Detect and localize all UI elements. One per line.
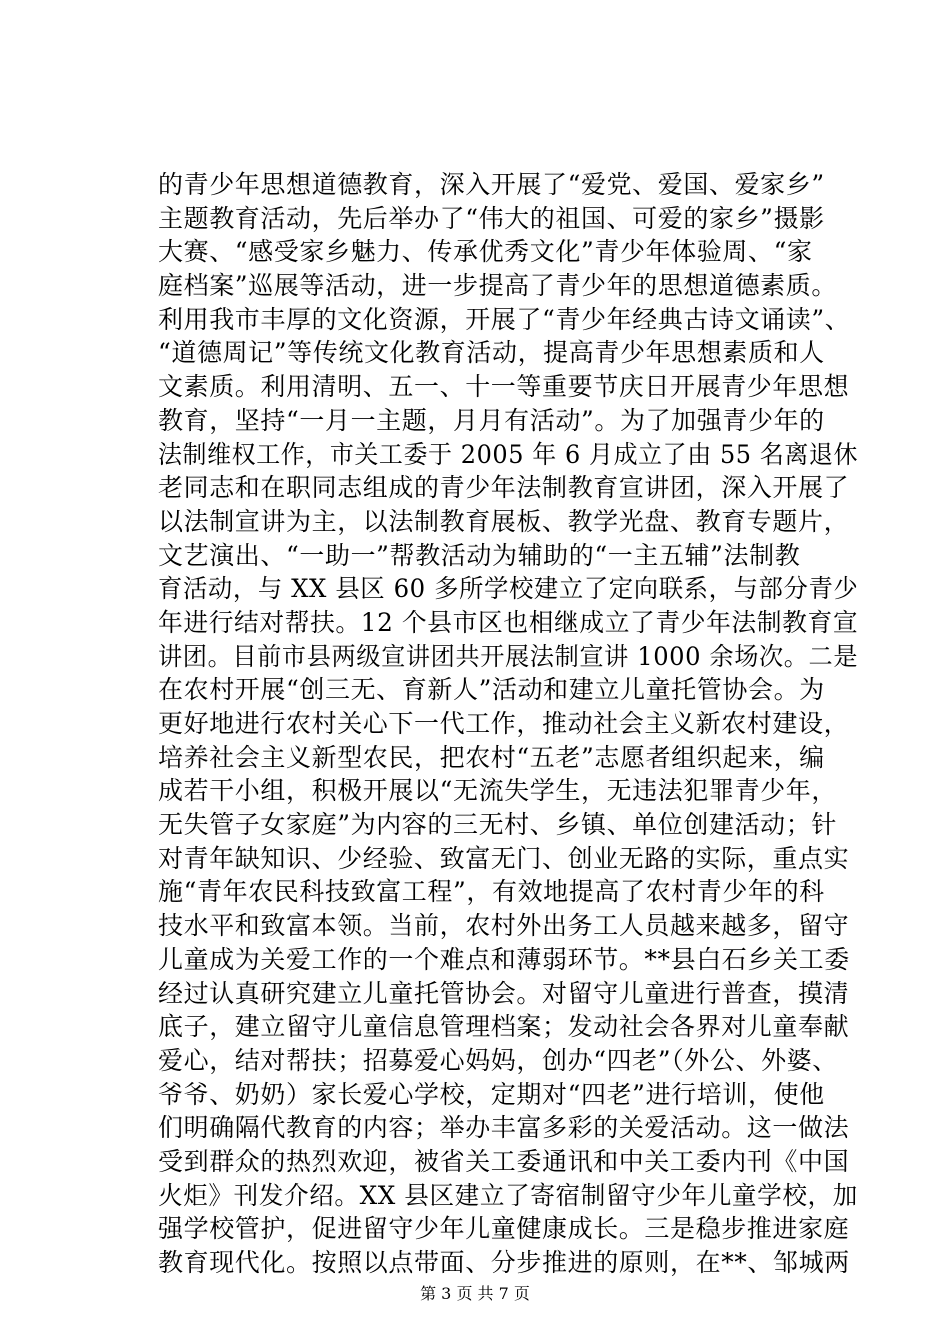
text-line: 的青少年思想道德教育，深入开展了“爱党、爱国、爱家乡” bbox=[158, 170, 825, 199]
text-line: 庭档案”巡展等活动，进一步提高了青少年的思想道德素质。 bbox=[158, 271, 837, 301]
text-line: 成若干小组，积极开展以“无流失学生，无违法犯罪青少年， bbox=[158, 776, 837, 806]
text-line: 利用我市丰厚的文化资源，开展了“青少年经典古诗文诵读”、 bbox=[158, 304, 851, 334]
text-line: 文素质。利用清明、五一、十一等重要节庆日开展青少年思想 bbox=[158, 372, 850, 402]
text-line: 教育现代化。按照以点带面、分步推进的原则，在**、邹城两 bbox=[158, 1248, 850, 1277]
text-line: 经过认真研究建立儿童托管协会。对留守儿童进行普查，摸清 bbox=[158, 978, 850, 1008]
text-line: 大赛、“感受家乡魅力、传承优秀文化”青少年体验周、“家 bbox=[158, 237, 813, 267]
text-line: 对青年缺知识、少经验、致富无门、创业无路的实际，重点实 bbox=[158, 843, 850, 873]
text-line: 技水平和致富本领。当前，农村外出务工人员越来越多，留守 bbox=[158, 911, 850, 941]
text-line: 年进行结对帮扶。12 个县市区也相继成立了青少年法制教育宣 bbox=[158, 607, 859, 637]
text-line: “道德周记”等传统文化教育活动，提高青少年思想素质和人 bbox=[158, 338, 825, 368]
text-line: 文艺演出、“一助一”帮教活动为辅助的“一主五辅”法制教 bbox=[158, 540, 801, 570]
text-line: 讲团。目前市县两级宣讲团共开展法制宣讲 1000 余场次。二是 bbox=[158, 641, 859, 671]
body-text bbox=[158, 168, 858, 1280]
text-line: 无失管子女家庭”为内容的三无村、乡镇、单位创建活动；针 bbox=[158, 810, 837, 840]
text-line: 老同志和在职同志组成的青少年法制教育宣讲团，深入开展了 bbox=[158, 473, 850, 503]
page-footer: 第 3 页 共 7 页 bbox=[420, 1284, 530, 1303]
text-line: 爷爷、奶奶）家长爱心学校，定期对“四老”进行培训，使他 bbox=[158, 1079, 825, 1109]
text-line: 以法制宣讲为主，以法制教育展板、教学光盘、教育专题片， bbox=[158, 506, 850, 536]
text-line: 受到群众的热烈欢迎，被省关工委通讯和中关工委内刊《中国 bbox=[158, 1146, 850, 1176]
text-line: 育活动，与 XX 县区 60 多所学校建立了定向联系，与部分青少 bbox=[158, 574, 859, 604]
text-line: 儿童成为关爱工作的一个难点和薄弱环节。**县白石乡关工委 bbox=[158, 944, 850, 974]
text-line: 施“青年农民科技致富工程”，有效地提高了农村青少年的科 bbox=[158, 877, 825, 907]
text-line: 法制维权工作，市关工委于 2005 年 6 月成立了由 55 名离退休 bbox=[158, 439, 859, 469]
text-line: 更好地进行农村关心下一代工作，推动社会主义新农村建设， bbox=[158, 709, 850, 738]
text-line: 主题教育活动，先后举办了“伟大的祖国、可爱的家乡”摄影 bbox=[158, 203, 825, 233]
text-line: 在农村开展“创三无、育新人”活动和建立儿童托管协会。为 bbox=[158, 675, 825, 705]
text-line: 爱心，结对帮扶；招募爱心妈妈，创办“四老”（外公、外婆、 bbox=[158, 1045, 838, 1075]
text-line: 强学校管护，促进留守少年儿童健康成长。三是稳步推进家庭 bbox=[158, 1214, 850, 1244]
text-line: 底子，建立留守儿童信息管理档案；发动社会各界对儿童奉献 bbox=[158, 1012, 850, 1042]
text-line: 培养社会主义新型农民，把农村“五老”志愿者组织起来，编 bbox=[158, 742, 825, 772]
text-line: 们明确隔代教育的内容；举办丰富多彩的关爱活动。这一做法 bbox=[158, 1113, 850, 1143]
text-line: 火炬》刊发介绍。XX 县区建立了寄宿制留守少年儿童学校，加 bbox=[158, 1180, 858, 1210]
text-line: 教育，坚持“一月一主题，月月有活动”。为了加强青少年的 bbox=[158, 405, 825, 435]
